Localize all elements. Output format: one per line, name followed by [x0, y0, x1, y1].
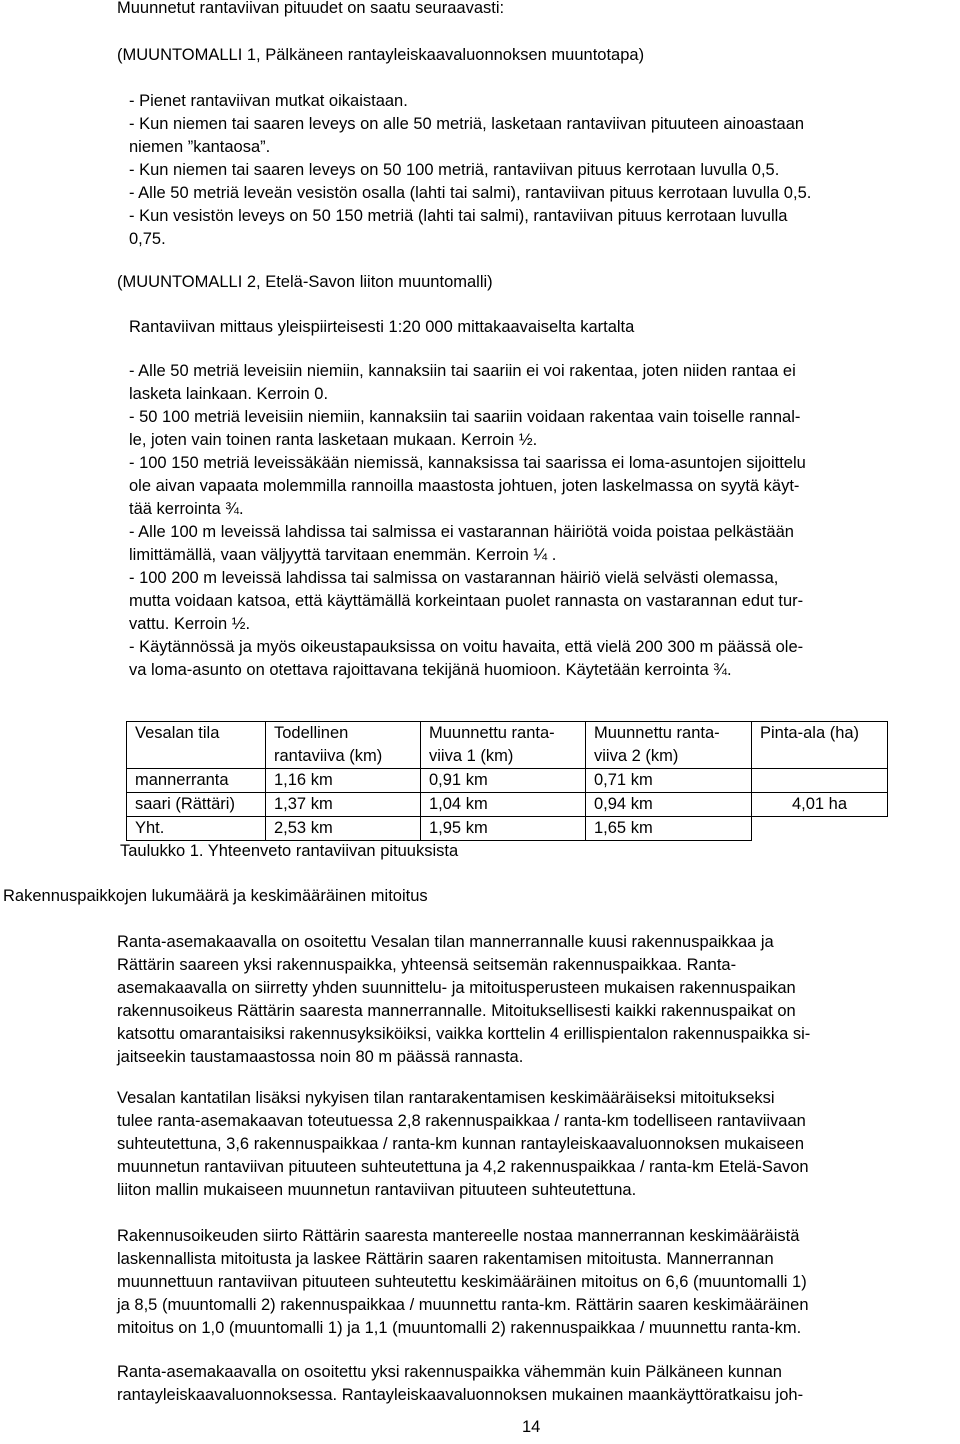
model2-line: - Alle 100 m leveissä lahdissa tai salmissa ei vastarannan häiriötä voida poistaa pelkästään: [129, 523, 794, 541]
table-cell: Yht.: [127, 817, 266, 841]
model1-heading: (MUUNTOMALLI 1, Pälkäneen rantayleiskaavaluonnoksen muuntotapa): [117, 46, 645, 64]
paragraph: [117, 1087, 809, 1202]
table-header-cell: Muunnettu ranta- viiva 2 (km): [586, 722, 752, 769]
table-cell: mannerranta: [127, 769, 266, 793]
paragraph-line: Rakennusoikeuden siirto Rättärin saaresta mantereelle nostaa mannerrannan keskimääräistä: [117, 1227, 800, 1245]
table-cell: 1,04 km: [421, 793, 586, 817]
model1-line: - Kun vesistön leveys on 50 150 metriä (lahti tai salmi), rantaviivan pituus kerrotaan luvulla: [129, 207, 788, 225]
model2-list: [129, 360, 806, 682]
paragraph-line: laskennallista mitoitusta ja laskee Rättärin saaren rakentamisen mitoitusta. Mannerrannan: [117, 1250, 774, 1268]
table-cell: 1,65 km: [586, 817, 752, 841]
model1-line: 0,75.: [129, 230, 166, 248]
model1-line: - Kun niemen tai saaren leveys on alle 50 metriä, lasketaan rantaviivan pituuteen ainoastaan: [129, 115, 805, 133]
table-caption: Taulukko 1. Yhteenveto rantaviivan pituuksista: [120, 842, 459, 860]
paragraph-line: ja 8,5 (muuntomalli 2) rakennuspaikkaa / muunnettu ranta-km. Rättärin saaren keskimääräinen: [117, 1296, 809, 1314]
paragraph-line: Rättärin saareen yksi rakennuspaikka, yhteensä seitsemän rakennuspaikkaa. Ranta-: [117, 956, 737, 974]
model2-line: - Käytännössä ja myös oikeustapauksissa on voitu havaita, että vielä 200 300 m päässä ole-: [129, 638, 804, 656]
model2-line: ole aivan vapaata molemmilla rannoilla maastosta johtuen, joten laskelmassa on syytä käyt-: [129, 477, 800, 495]
paragraph-line: Ranta-asemakaavalla on osoitettu yksi rakennuspaikka vähemmän kuin Pälkäneen kunnan: [117, 1363, 782, 1381]
model2-line: vattu. Kerroin ½.: [129, 615, 251, 633]
table-cell: 0,71 km: [586, 769, 752, 793]
summary-table: [126, 721, 888, 841]
model2-line: - 100 200 m leveissä lahdissa tai salmissa on vastarannan häiriö vielä selvästi olemassa,: [129, 569, 779, 587]
page-number: 14: [522, 1418, 541, 1436]
paragraph-line: katsottu omarantaisiksi rakennusyksiköiksi, vaikka korttelin 4 erillispientalon rakennuspaikka si-: [117, 1025, 811, 1043]
model2-line: va loma-asunto on otettava rajoittavana tekijänä huomioon. Käytetään kerrointa ¾.: [129, 661, 732, 679]
model2-heading: (MUUNTOMALLI 2, Etelä-Savon liiton muuntomalli): [117, 273, 493, 291]
paragraph-line: Vesalan kantatilan lisäksi nykyisen tilan rantarakentamisen keskimääräiseksi mitoitukseksi: [117, 1089, 775, 1107]
paragraph: [117, 1361, 803, 1407]
table-cell: 1,95 km: [421, 817, 586, 841]
table-header-cell: Pinta-ala (ha): [752, 722, 888, 769]
paragraph-line: suhteutettuna, 3,6 rakennuspaikkaa / ranta-km kunnan rantayleiskaavaluonnoksen mukaiseen: [117, 1135, 805, 1153]
table-cell: 4,01 ha: [752, 793, 888, 817]
paragraph: [117, 1225, 809, 1340]
table-cell: 0,91 km: [421, 769, 586, 793]
model2-line: - Alle 50 metriä leveisiin niemiin, kannaksiin tai saariin ei voi rakentaa, joten niiden rantaa ei: [129, 362, 796, 380]
paragraph-line: rantayleiskaavaluonnoksessa. Rantayleiskaavaluonnoksen mukainen maankäyttöratkaisu joh-: [117, 1386, 804, 1404]
table-cell: [752, 817, 888, 841]
table-cell: 1,16 km: [266, 769, 421, 793]
table-cell: 1,37 km: [266, 793, 421, 817]
paragraph-line: asemakaavalla on siirretty yhden suunnittelu- ja mitoitusperusteen mukaisen rakennuspaikan: [117, 979, 796, 997]
model2-line: - 100 150 metriä leveissäkään niemissä, kannaksissa tai saarissa ei loma-asuntojen sijoittelu: [129, 454, 806, 472]
paragraph-line: liiton mallin mukaiseen muunnetun rantaviivan pituuteen suhteutettuna.: [117, 1181, 637, 1199]
model2-line: - 50 100 metriä leveisiin niemiin, kannaksiin tai saariin voidaan rakentaa vain toiselle rannal-: [129, 408, 801, 426]
paragraph-line: mitoitus on 1,0 (muuntomalli 1) ja 1,1 (muuntomalli 2) rakennuspaikkaa / muunnettu ranta-km.: [117, 1319, 802, 1337]
paragraph-line: tulee ranta-asemakaavan toteutuessa 2,8 rakennuspaikkaa / ranta-km todelliseen rantaviivaan: [117, 1112, 806, 1130]
model1-list: [129, 90, 811, 251]
model2-line: tää kerrointa ¾.: [129, 500, 244, 518]
table-cell: 2,53 km: [266, 817, 421, 841]
paragraph: [117, 931, 810, 1069]
model2-line: limittämällä, vaan väljyyttä tarvitaan enemmän. Kerroin ¼ .: [129, 546, 557, 564]
table-header-cell: Muunnettu ranta- viiva 1 (km): [421, 722, 586, 769]
intro-text: Muunnetut rantaviivan pituudet on saatu seuraavasti:: [117, 0, 505, 17]
model2-line: mutta voidaan katsoa, että käyttämällä korkeintaan puolet rannasta on vastarannan edut tur-: [129, 592, 804, 610]
paragraph-line: muunnetun rantaviivan pituuteen suhteutettuna ja 4,2 rakennuspaikkaa / ranta-km Etelä-Savon: [117, 1158, 809, 1176]
table-header-cell: Vesalan tila: [127, 722, 266, 769]
paragraph-line: rakennusoikeus Rättärin saaresta mannerrannalle. Mitoituksellisesti kaikki rakennuspaikat on: [117, 1002, 796, 1020]
model1-line: niemen ”kantaosa”.: [129, 138, 271, 156]
table-row: [127, 769, 888, 793]
table-row: [127, 817, 888, 841]
table-header-row: [127, 722, 888, 769]
paragraph-line: Ranta-asemakaavalla on osoitettu Vesalan tilan mannerrannalle kuusi rakennuspaikkaa ja: [117, 933, 774, 951]
table-row: [127, 793, 888, 817]
model2-line: le, joten vain toinen ranta lasketaan mukaan. Kerroin ½.: [129, 431, 538, 449]
table-cell: 0,94 km: [586, 793, 752, 817]
model2-subheading: Rantaviivan mittaus yleispiirteisesti 1:20 000 mittakaavaiselta kartalta: [129, 318, 635, 336]
section-heading: Rakennuspaikkojen lukumäärä ja keskimääräinen mitoitus: [3, 887, 428, 905]
table-cell: [752, 769, 888, 793]
paragraph-line: muunnettuun rantaviivan pituuteen suhteutettu keskimääräinen mitoitus on 6,6 (muuntomalli 1): [117, 1273, 807, 1291]
model1-line: - Alle 50 metriä leveän vesistön osalla (lahti tai salmi), rantaviivan pituus kerrotaan luvulla 0,5.: [129, 184, 812, 202]
table-header-cell: Todellinen rantaviiva (km): [266, 722, 421, 769]
paragraph-line: jaitseekin taustamaastossa noin 80 m päässä rannasta.: [117, 1048, 524, 1066]
model1-line: - Kun niemen tai saaren leveys on 50 100 metriä, rantaviivan pituus kerrotaan luvulla 0,5.: [129, 161, 780, 179]
model1-line: - Pienet rantaviivan mutkat oikaistaan.: [129, 92, 408, 110]
model2-line: lasketa lainkaan. Kerroin 0.: [129, 385, 329, 403]
table-cell: saari (Rättäri): [127, 793, 266, 817]
